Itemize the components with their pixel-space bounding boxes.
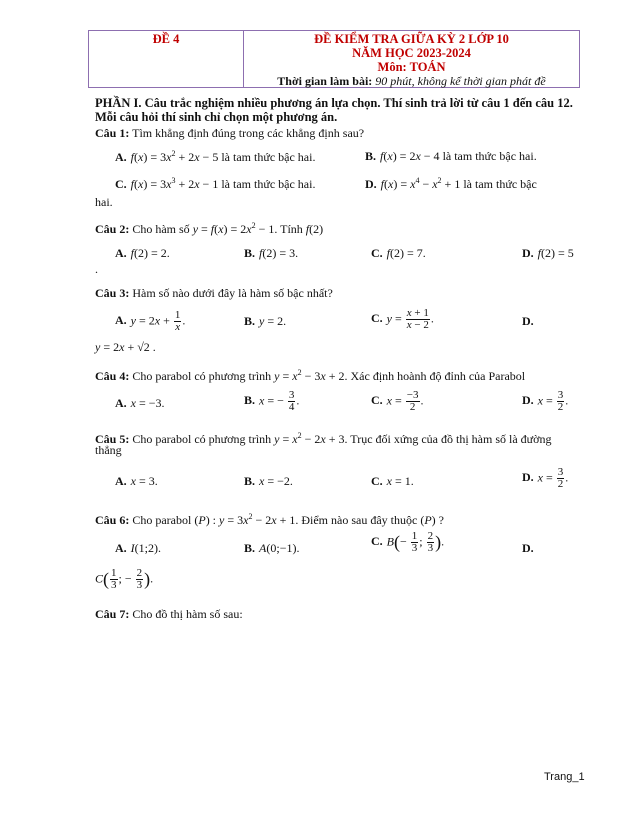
question-3: Câu 3: Hàm số nào dưới đây là hàm số bậc nhất? [95, 286, 333, 300]
exam-code: ĐỀ 4 [89, 31, 244, 87]
q6-option-b[interactable]: B. A(0;−1). [244, 541, 300, 555]
q2-option-b[interactable]: B. f(2) = 3. [244, 246, 299, 260]
page-number: Trang_1 [544, 771, 585, 783]
question-4: Câu 4: Cho parabol có phương trình $y = x^2 - 3x + 2$. Xác định hoành độ đỉnh của Parabol [95, 368, 526, 383]
q1-option-d[interactable]: D. $f(x) = x^4 - x^2 + 1$ là tam thức bậc [365, 176, 537, 191]
q3-option-a[interactable]: A. y = 2x + $\frac{1}{x}$ . [115, 309, 186, 333]
q2-option-a[interactable]: A. f(2) = 2. [115, 246, 170, 260]
question-2: Câu 2: Cho hàm số $y = f(x) = 2x^2 - 1$. Tính f(2) [95, 221, 324, 236]
q4-option-b[interactable]: B. x = − $\frac{3}{4}$ . [244, 389, 300, 413]
question-1: Câu 1: Tìm khẳng định đúng trong các khẳng định sau? [95, 126, 365, 140]
q5-option-b[interactable]: B. x = −2. [244, 474, 293, 488]
q5-option-d[interactable]: D. x = $\frac{3}{2}$ . [522, 466, 569, 490]
question-5: Câu 5: Cho parabol có phương trình $y = x^2 - 2x + 3$. Trục đối xứng của đồ thị hàm số là đường [95, 431, 552, 446]
q6-option-d-wrap: C( $\frac{1}{3}$ ; − $\frac{2}{3}$ ). [95, 567, 154, 591]
q2-option-d[interactable]: D. f(2) = 5 [522, 246, 574, 260]
exam-header-info [244, 31, 579, 87]
q1-option-c[interactable]: C. $f(x) = 3x^3 + 2x - 1$ là tam thức bậc hai. [115, 176, 316, 191]
question-6: Câu 6: Cho parabol (P) : $y = 3x^2 - 2x + 1$. Điểm nào sau đây thuộc (P) ? [95, 512, 444, 527]
q3-option-d[interactable]: D. [522, 314, 534, 328]
q5-option-a[interactable]: A. x = 3. [115, 474, 158, 488]
question-7: Câu 7: Cho đồ thị hàm số sau: [95, 607, 243, 621]
q4-option-d[interactable]: D. x = $\frac{3}{2}$ . [522, 389, 569, 413]
subject: Môn: TOÁN [377, 60, 446, 74]
q4-option-a[interactable]: A. x = −3. [115, 396, 165, 410]
q2-option-c[interactable]: C. f(2) = 7. [371, 246, 426, 260]
school-year: NĂM HỌC 2023-2024 [352, 46, 471, 60]
q4-option-c[interactable]: C. x = $\frac{-3}{2}$ . [371, 389, 424, 413]
q3-option-b[interactable]: B. y = 2. [244, 314, 287, 328]
exam-title: ĐỀ KIỂM TRA GIỮA KỲ 2 LỚP 10 [314, 32, 509, 46]
q1-option-d-wrap: hai. [95, 195, 113, 209]
q3-option-d-wrap: y = 2x + √2 . [95, 340, 156, 354]
q1-option-a[interactable]: A. $f(x) = 3x^2 + 2x - 5$ là tam thức bậc hai. [115, 149, 316, 164]
time-info: Thời gian làm bài: 90 phút, không kể thời gian phát đề [277, 74, 546, 88]
q5-option-c[interactable]: C. x = 1. [371, 474, 414, 488]
part1-title: PHẦN I. Câu trắc nghiệm nhiều phương án lựa chọn. Thí sinh trả lời từ câu 1 đến câu 12. Mỗi câu hỏi thí sinh chỉ chọn một phương án. [95, 96, 573, 124]
q1-option-b[interactable]: B. f(x) = 2x − 4 là tam thức bậc hai. [365, 149, 537, 163]
q2-trailing-dot: . [95, 262, 98, 276]
q6-option-a[interactable]: A. I(1;2). [115, 541, 161, 555]
q3-option-c[interactable]: C. y = $\frac{x + 1}{x - 2}$ . [371, 307, 434, 331]
q6-option-d[interactable]: D. [522, 541, 534, 555]
question-5-wrap: thẳng [95, 443, 122, 457]
exam-header-table [88, 30, 580, 88]
q6-option-c[interactable]: C. B(− $\frac{1}{3}$ ; $\frac{2}{3}$ ). [371, 530, 445, 554]
